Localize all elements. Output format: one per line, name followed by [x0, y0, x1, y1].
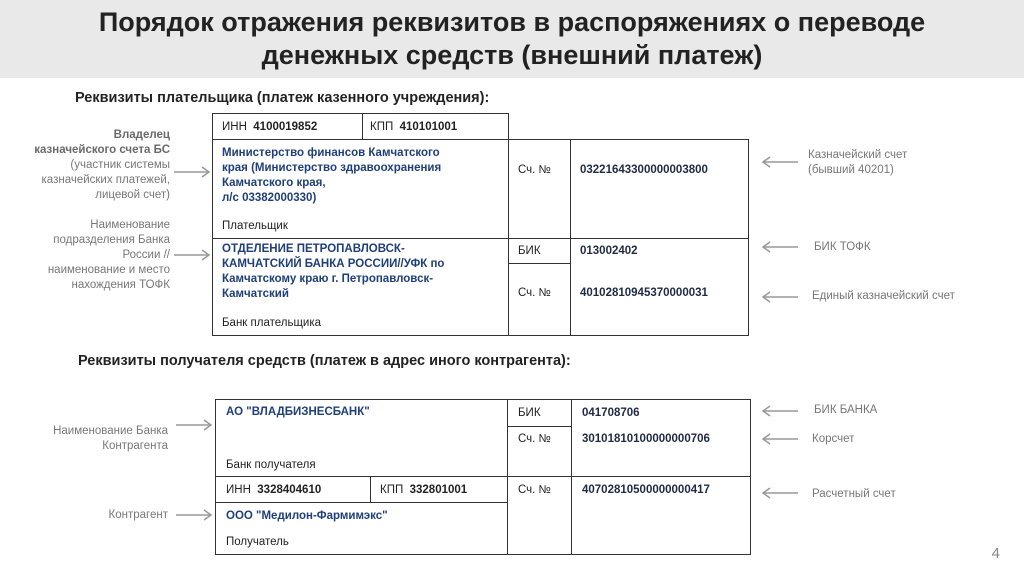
payee-requisites-table	[215, 399, 751, 555]
payee-bik-value: 041708706	[582, 407, 640, 419]
payee-account-label: Сч. №	[518, 484, 551, 496]
bank-line-3: Камчатскому краю г. Петропавловск-	[222, 273, 434, 285]
bank-line-4: Камчатский	[222, 288, 289, 300]
page-title	[0, 6, 1024, 72]
inn-value: 4100019852	[253, 121, 318, 133]
payee-inn	[226, 483, 321, 498]
payee-bik-right-label: БИК БАНКА	[814, 404, 878, 416]
payer-corr-value: 40102810945370000031	[580, 287, 708, 299]
payee-inn-label: ИНН	[226, 484, 251, 496]
division-line-5: нахождения ТОФК	[71, 279, 170, 291]
arrow-right-icon	[174, 249, 212, 261]
treasury-line-2: (бывший 40201)	[808, 164, 894, 176]
payer-division-label	[5, 218, 170, 293]
payee-kpp-label: КПП	[380, 484, 404, 496]
bank-line-2: КАМЧАТСКИЙ БАНКА РОССИИ//УФК по	[222, 258, 445, 270]
page-number: 4	[991, 545, 1000, 562]
payee-bank-caption: Банк получателя	[226, 459, 316, 471]
payer-caption: Плательщик	[222, 220, 288, 232]
payee-name: ООО "Медилон-Фармимэкс"	[226, 510, 388, 522]
payee-heading: Реквизиты получателя средств (платеж в адрес иного контрагента):	[78, 353, 571, 369]
payee-inn-value: 3328404610	[257, 484, 322, 496]
owner-rest-1: (участник системы	[70, 159, 170, 171]
kpp-value: 410101001	[399, 121, 458, 133]
bank-line-1: ОТДЕЛЕНИЕ ПЕТРОПАВЛОВСК-	[222, 243, 405, 255]
payer-bik-label: БИК	[518, 245, 541, 257]
payee-bank-label-1: Наименование Банка	[53, 425, 168, 437]
payee-caption: Получатель	[226, 536, 289, 548]
payee-kpp-value: 332801001	[409, 484, 468, 496]
owner-rest-3: лицевой счет)	[95, 189, 170, 201]
kpp-label: КПП	[370, 121, 394, 133]
arrow-left-icon	[760, 405, 798, 417]
payer-inn	[222, 120, 317, 135]
payer-name-line-2: края (Министерство здравоохранения	[222, 162, 442, 174]
division-line-3: России //	[122, 249, 170, 261]
division-line-2: подразделения Банка	[53, 234, 170, 246]
payer-name-line-3: Камчатского края,	[222, 177, 326, 189]
arrow-right-icon	[176, 419, 214, 431]
payer-name	[222, 146, 441, 206]
payee-kpp	[380, 483, 467, 498]
arrow-right-icon	[174, 166, 212, 178]
arrow-right-icon	[176, 509, 214, 521]
payee-bank-name: АО "ВЛАДБИЗНЕСБАНК"	[226, 406, 370, 418]
payee-corr-right-label: Корсчет	[812, 433, 855, 445]
payer-name-line-4: л/с 03382000330)	[222, 192, 317, 204]
payee-corr-label: Сч. №	[518, 433, 551, 445]
payee-bik-label: БИК	[518, 407, 541, 419]
payer-bank-name	[222, 242, 444, 302]
payer-owner-label	[5, 128, 170, 203]
payer-name-line-1: Министерство финансов Камчатского	[222, 147, 440, 159]
payee-corr-value: 30101810100000000706	[582, 433, 710, 445]
title-line-2: денежных средств (внешний платеж)	[261, 40, 763, 70]
arrow-left-icon	[760, 291, 798, 303]
payer-bik-value: 013002402	[580, 245, 638, 257]
payer-account-label: Сч. №	[518, 164, 551, 176]
division-line-4: наименование и место	[47, 264, 170, 276]
division-line-1: Наименование	[90, 219, 170, 231]
title-line-1: Порядок отражения реквизитов в распоряжениях о переводе	[98, 7, 926, 37]
treasury-line-1: Казначейский счет	[808, 149, 908, 161]
payer-bank-caption: Банк плательщика	[222, 317, 322, 329]
payer-account-value: 03221643300000003800	[580, 164, 708, 176]
arrow-left-icon	[760, 487, 798, 499]
owner-bold-1: Владелец	[113, 129, 170, 141]
owner-rest-2: казначейских платежей,	[41, 174, 170, 186]
payee-bank-label-2: Контрагента	[102, 440, 168, 452]
arrow-left-icon	[760, 433, 798, 445]
payee-account-value: 40702810500000000417	[582, 484, 710, 496]
owner-bold-2: казначейского счета БС	[34, 144, 170, 156]
payee-bank-label	[5, 424, 168, 454]
counterparty-label: Контрагент	[108, 509, 168, 521]
treasury-account-label	[808, 148, 907, 178]
arrow-left-icon	[760, 156, 798, 168]
payer-kpp	[370, 120, 457, 135]
arrow-left-icon	[760, 241, 798, 253]
bik-tofk-label: БИК ТОФК	[814, 241, 871, 253]
payer-heading: Реквизиты плательщика (платеж казенного учреждения):	[75, 90, 490, 106]
single-account-label: Единый казначейский счет	[812, 290, 955, 302]
payer-corr-label: Сч. №	[518, 287, 551, 299]
inn-label: ИНН	[222, 121, 247, 133]
payee-settlement-right-label: Расчетный счет	[812, 488, 896, 500]
